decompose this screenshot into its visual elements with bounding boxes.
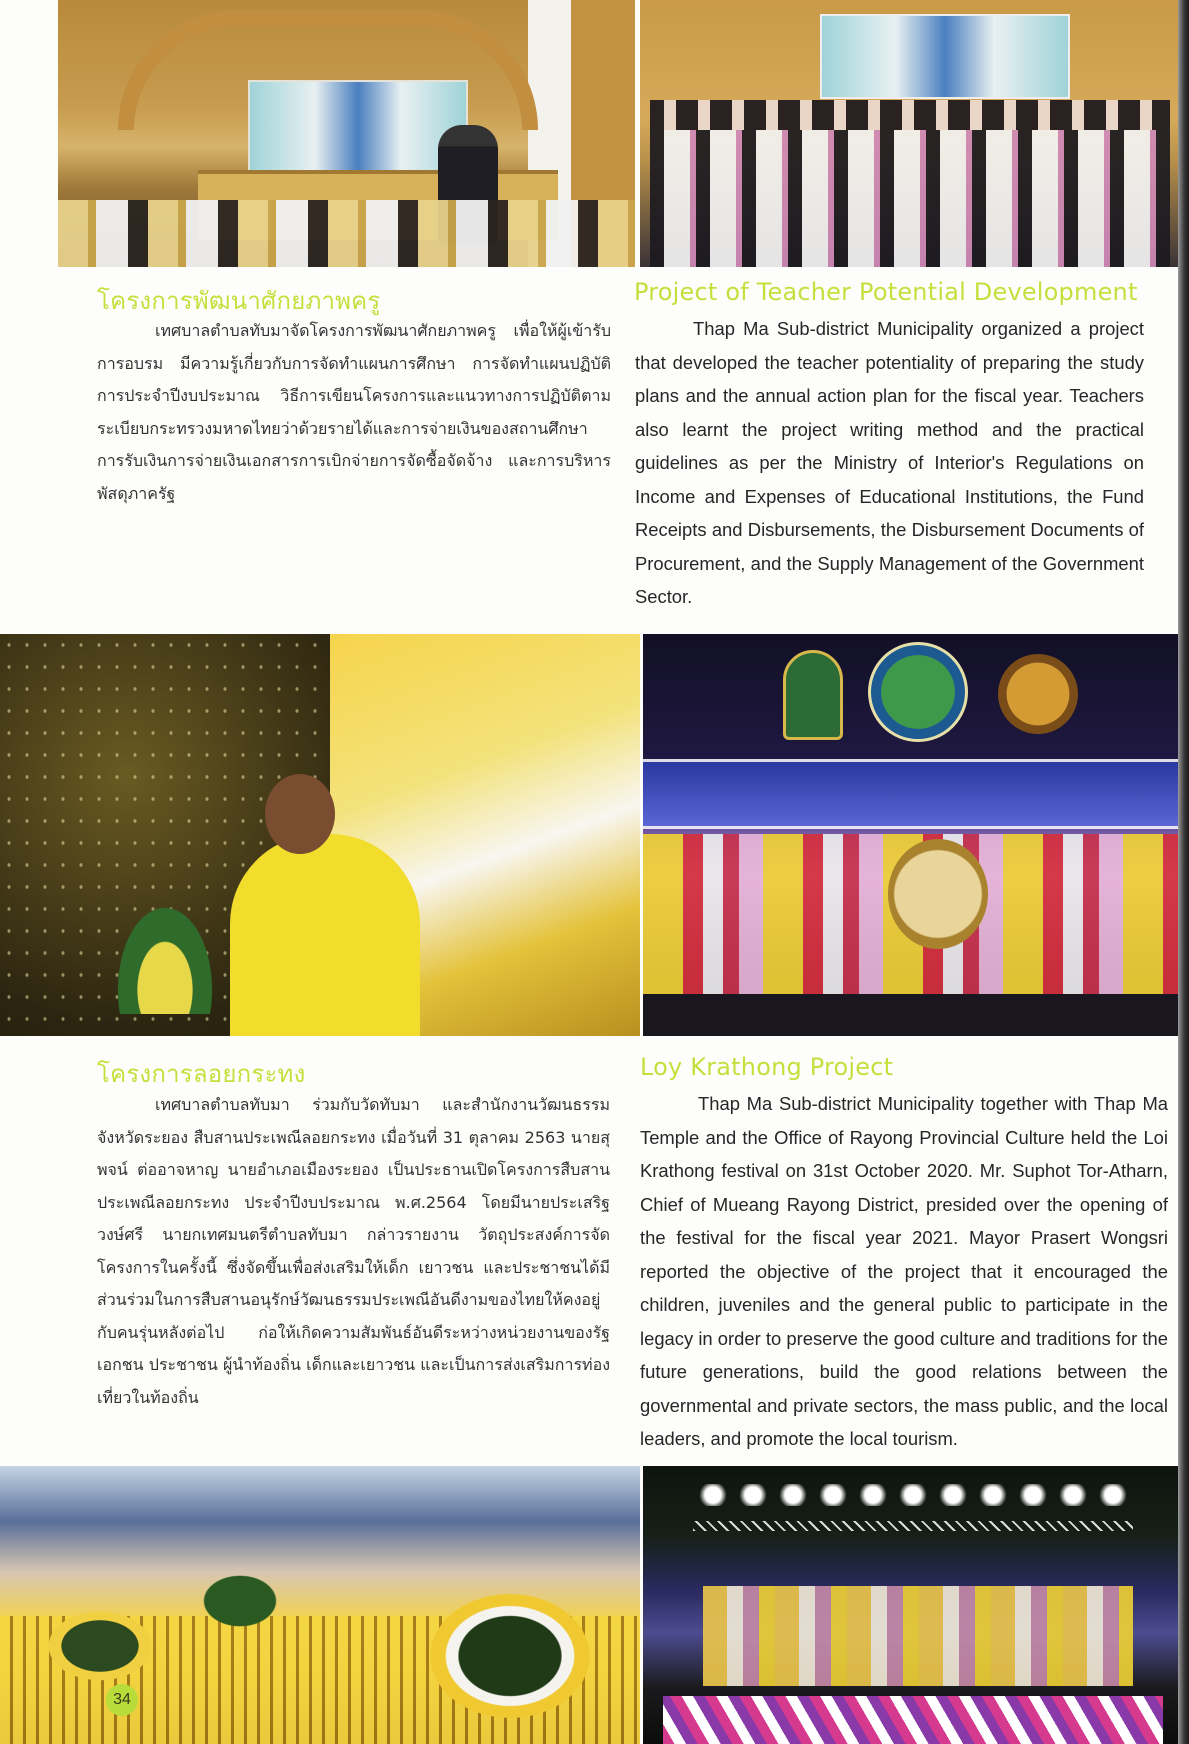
paragraph-teacher-en [635, 312, 1144, 614]
emblem-icon [783, 650, 843, 740]
paragraph-loy-krathong-th-text: เทศบาลตำบลทับมา ร่วมกับวัดทับมา และสำนักงานวัฒนธรรมจังหวัดระยอง สืบสานประเพณีลอยกระทง เมื่อวันที่ 31 ตุลาคม 2563 นายสุพจน์ ต่ออาจหาญ นายอำเภอเมืองระยอง เป็นประธานเปิดโครงการสืบสานประเพณีลอยกระทง ประจำปีงบประมาณ พ.ศ.2564 โดยมีนายประเสริฐ วงษ์ศรี นายกเทศมนตรีตำบลทับมา กล่าวรายงาน วัตถุประสงค์การจัดโครงการในครั้งนี้ ซึ่งจัดขึ้นเพื่อส่งเสริมให้เด็ก เยาวชน และประชาชนได้มีส่วนร่วมในการสืบสานอนุรักษ์วัฒนธรรมประเพณีอันดีงามของไทยให้คงอยู่กับคนรุ่นหลังต่อไป ก่อให้เกิดความสัมพันธ์อันดีระหว่างหน่วยงานของรัฐ เอกชน ประชาชน ผู้นำท้องถิ่น เด็กและเยาวชน และเป็นการส่งเสริมการท่องเที่ยวในท้องถิ่น [97, 1095, 610, 1407]
photo-teacher-group [640, 0, 1178, 267]
page-number-badge: 34 [106, 1684, 138, 1716]
page-gutter [1178, 0, 1189, 1744]
paragraph-loy-krathong-th [97, 1089, 610, 1414]
photo-krathong-river [0, 634, 640, 1036]
seal-icon [998, 654, 1078, 734]
heading-loy-krathong-en: Loy Krathong Project [640, 1053, 894, 1081]
heading-teacher-th: โครงการพัฒนาศักยภาพครู [97, 287, 381, 315]
photo-krathong-stage-opening [643, 634, 1189, 1036]
municipality-logo-icon [868, 642, 968, 742]
heading-loy-krathong-th: โครงการลอยกระทง [97, 1060, 306, 1088]
photo-teacher-seminar [58, 0, 635, 267]
paragraph-loy-krathong-en-text: Thap Ma Sub-district Municipality together with Thap Ma Temple and the Office of Rayong Provincial Culture held the Loi Krathong festival on 31st October 2020. Mr. Suphot Tor-Atharn, Chief of Mueang Rayong District, presided over the opening of the festival for the fiscal year 2021. Mayor Prasert Wongsri reported the objective of the project that it encouraged the children, juveniles and the general public to participate in the legacy in order to preserve the good culture and traditions for the future generations, build the good relations between the governmental and private sectors, the mass public, and the local leaders, and promote the local tourism. [640, 1093, 1168, 1449]
photo-krathong-stage-group [643, 1466, 1179, 1744]
photo-krathong-display [0, 1466, 640, 1744]
paragraph-teacher-en-text: Thap Ma Sub-district Municipality organized a project that developed the teacher potentiality of preparing the study plans and the annual action plan for the fiscal year. Teachers also learnt the project writing method and the practical guidelines as per the Ministry of Interior's Regulations on Income and Expenses of Educational Institutions, the Fund Receipts and Disbursements, the Disbursement Documents of Procurement, and the Supply Management of the Government Sector. [635, 318, 1144, 607]
heading-teacher-en: Project of Teacher Potential Development [634, 278, 1138, 306]
paragraph-loy-krathong-en [640, 1087, 1168, 1456]
paragraph-teacher-th-text: เทศบาลตำบลทับมาจัดโครงการพัฒนาศักยภาพครู เพื่อให้ผู้เข้ารับการอบรม มีความรู้เกี่ยวกับการจัดทำแผนการศึกษา การจัดทำแผนปฏิบัติการประจำปีงบประมาณ วิธีการเขียนโครงการและแนวทางการปฏิบัติตามระเบียบกระทรวงมหาดไทยว่าด้วยรายได้และการจ่ายเงินของสถานศึกษา การรับเงินการจ่ายเงินเอกสารการเบิกจ่ายการจัดซื้อจัดจ้าง และการบริหารพัสดุภาครัฐ [97, 321, 611, 503]
paragraph-teacher-th [97, 315, 611, 510]
